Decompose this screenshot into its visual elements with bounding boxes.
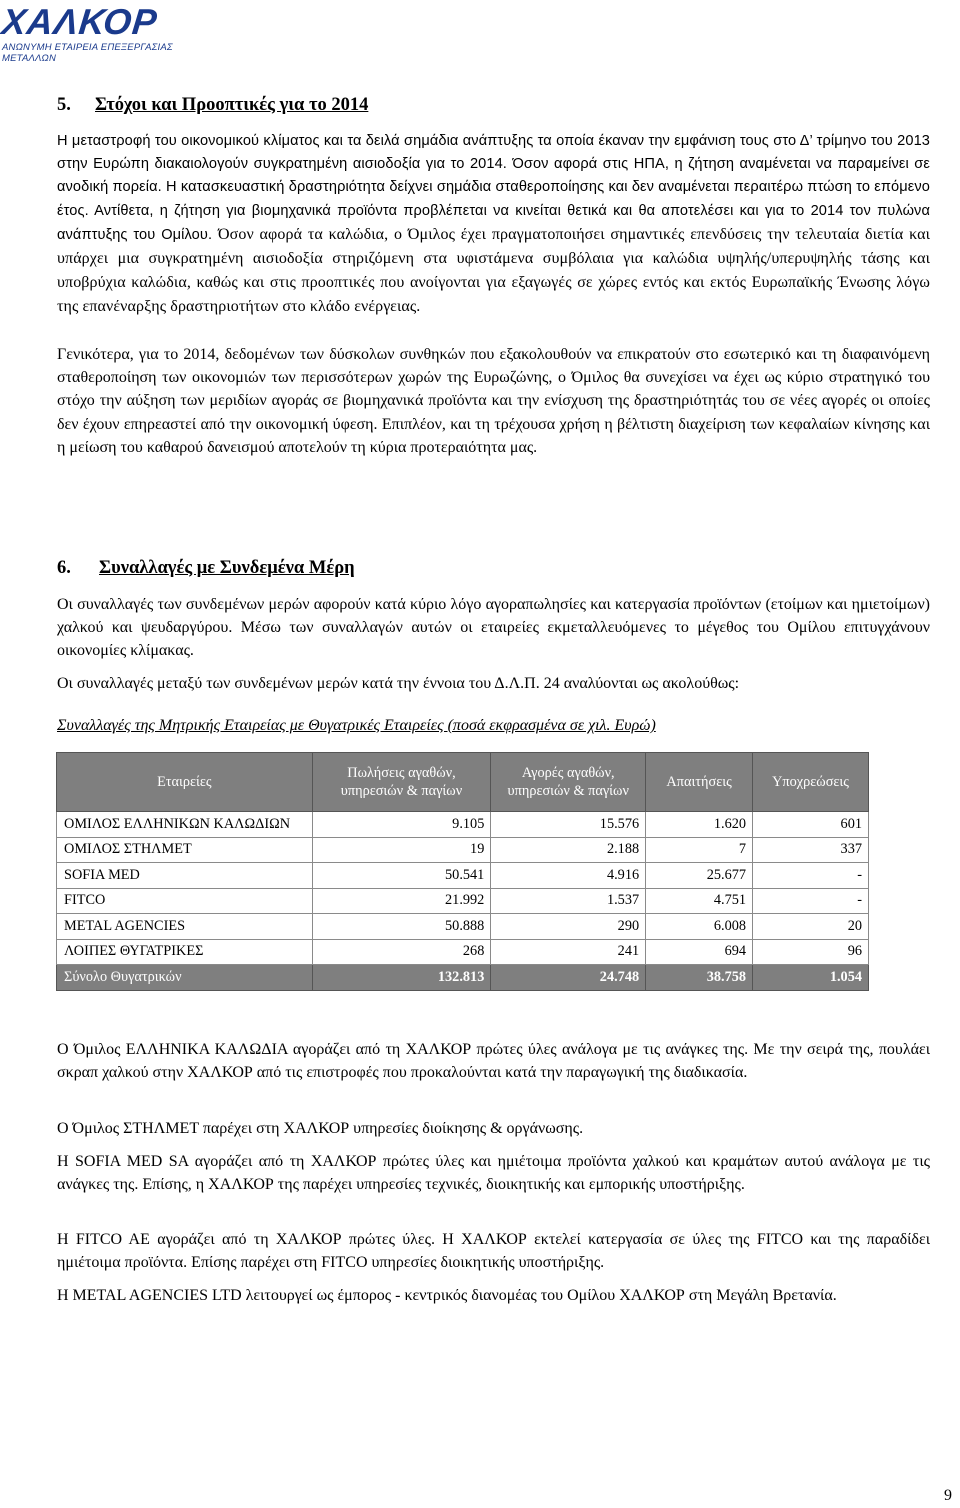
company-logo xyxy=(0,1,182,64)
cell-company: ΟΜΙΛΟΣ ΕΛΛΗΝΙΚΩΝ ΚΑΛΩΔΙΩΝ xyxy=(57,812,313,838)
header-purchases: Αγορές αγαθών, υπηρεσιών & παγίων xyxy=(491,753,646,812)
cell-receivables: 694 xyxy=(646,939,753,965)
cell-purchases: 4.916 xyxy=(491,863,646,889)
note-sofia-med: Η SOFIA MED SA αγοράζει από τη ΧΑΛΚΟΡ πρώτες ύλες και ημιέτοιμα προϊόντα χαλκού και κραμάτων αυτού ανάλογα με τις ανάγκες της. Επίσης, η ΧΑΛΚΟΡ της παρέχει υπηρεσίες τεχνικές, διοικητικής και εμπορικής υποστήριξης. xyxy=(57,1153,930,1194)
cell-receivables: 4.751 xyxy=(646,888,753,914)
cell-payables: 96 xyxy=(753,939,869,965)
table-caption: Συναλλαγές της Μητρικής Εταιρείας με Θυγατρικές Εταιρείες (ποσά εκφρασμένα σε χιλ. Ευρώ) xyxy=(57,717,656,734)
section-5-p1-text: Η μεταστροφή του οικονομικού κλίματος και τα δειλά σημάδια ανάπτυξης τα οποία έκαναν την εμφάνιση τους στο Δ’ τρίμηνο του 2013 στην Ευρώπη διακαιολογούν συγκρατημένη αισιοδοξία για το 2014. Όσον αφορά στις ΗΠΑ, η ζήτηση αναμένεται να παραμείνει σε ανοδική πορεία. Η κατασκευαστική δραστηριότητα δείχνει σημάδια σταθεροποίησης και δεν αναμένεται περαιτέρω πτώση το επόμενο έτος. Αντίθετα, η ζήτηση για βιομηχανικά προϊόντα προβλέπεται να κινείται θετικά και θα αποτελέσει και για το 2014 τον πυλώνα ανάπτυξης του Ομίλου. xyxy=(57,133,930,243)
cell-receivables: 1.620 xyxy=(646,812,753,838)
cell-sales: 9.105 xyxy=(312,812,491,838)
logo-brand: ΧΑΛΚΟΡ xyxy=(0,1,160,42)
cell-receivables: 25.677 xyxy=(646,863,753,889)
section-5-heading xyxy=(57,95,368,116)
total-payables: 1.054 xyxy=(753,965,869,991)
header-sales: Πωλήσεις αγαθών, υπηρεσιών & παγίων xyxy=(312,753,491,812)
section-6-number: 6. xyxy=(57,558,71,578)
header-payables: Υποχρεώσεις xyxy=(753,753,869,812)
cell-company: FITCO xyxy=(57,888,313,914)
table-row xyxy=(57,914,869,940)
section-5-number: 5. xyxy=(57,95,71,115)
section-6-heading xyxy=(57,558,355,579)
cell-purchases: 1.537 xyxy=(491,888,646,914)
cell-payables: 601 xyxy=(753,812,869,838)
header-companies: Εταιρείες xyxy=(57,753,313,812)
cell-sales: 21.992 xyxy=(312,888,491,914)
header-receivables: Απαιτήσεις xyxy=(646,753,753,812)
cell-company: SOFIA MED xyxy=(57,863,313,889)
note-fitco: Η FITCO AE αγοράζει από τη ΧΑΛΚΟΡ πρώτες ύλες. Η ΧΑΛΚΟΡ εκτελεί κατεργασία σε ύλες της FITCO και της παραδίδει ημιέτοιμα προϊόντα. Επίσης παρέχει στη FITCO υπηρεσίες διοικητικής υποστήριξης. xyxy=(57,1231,930,1272)
note-hellenic-cables: Ο Όμιλος ΕΛΛΗΝΙΚΑ ΚΑΛΩΔΙΑ αγοράζει από τη ΧΑΛΚΟΡ πρώτες ύλες ανάλογα με τις ανάγκες της. Με την σειρά της, πουλάει σκραπ χαλκού στην ΧΑΛΚΟΡ από τις επιστροφές που προκαλούνται κατά την παραγωγική της διαδικασία. xyxy=(57,1041,930,1082)
cell-payables: 337 xyxy=(753,837,869,863)
cell-purchases: 2.188 xyxy=(491,837,646,863)
cell-purchases: 241 xyxy=(491,939,646,965)
cell-sales: 268 xyxy=(312,939,491,965)
total-sales: 132.813 xyxy=(312,965,491,991)
total-receivables: 38.758 xyxy=(646,965,753,991)
cell-sales: 50.888 xyxy=(312,914,491,940)
section-6-title: Συναλλαγές με Συνδεμένα Μέρη xyxy=(99,558,355,578)
page-number: 9 xyxy=(944,1487,952,1504)
cell-sales: 50.541 xyxy=(312,863,491,889)
table-row xyxy=(57,863,869,889)
total-purchases: 24.748 xyxy=(491,965,646,991)
section-5-p1b-text: Όσον αφορά τα καλώδια, ο Όμιλος έχει πραγματοποιήσει σημαντικές επενδύσεις την τελευταία διετία και υπάρχει μια συγκρατημένη αισιοδοξία στηριζόμενη στα υφιστάμενα συμβόλαια για καλώδια υψηλής/υπερυψηλής τάσης και υποβρύχια καλώδια, καθώς και στις προοπτικές που ανοίγονται για εξαγωγές σε χώρες εντός και εκτός Ευρωπαϊκής Ένωσης λόγω της επανέναρξης δραστηριοτήτων στο κλάδο ενέργειας. xyxy=(57,225,931,316)
cell-company: ΛΟΙΠΕΣ ΘΥΓΑΤΡΙΚΕΣ xyxy=(57,939,313,965)
section-6-paragraph-1: Οι συναλλαγές των συνδεμένων μερών αφορούν κατά κύριο λόγο αγοραπωλησίες και κατεργασία προϊόντων (ετοίμων και ημιετοίμων) χαλκού και ψευδαργύρου. Μέσω των συναλλαγών αυτών οι εταιρείες εκμεταλλευόμενες το μέγεθος του Ομίλου επιτυγχάνουν οικονομίες κλίμακας. xyxy=(57,596,930,660)
section-5-paragraph-1 xyxy=(57,130,930,320)
cell-purchases: 290 xyxy=(491,914,646,940)
table-total-row xyxy=(57,965,869,991)
cell-payables: - xyxy=(753,888,869,914)
logo-tagline: ΑΝΩΝΥΜΗ ΕΤΑΙΡΕΙΑ ΕΠΕΞΕΡΓΑΣΙΑΣ ΜΕΤΑΛΛΩΝ xyxy=(2,42,173,64)
cell-company: ΟΜΙΛΟΣ ΣΤΗΛΜΕΤ xyxy=(57,837,313,863)
cell-purchases: 15.576 xyxy=(491,812,646,838)
total-label: Σύνολο Θυγατρικών xyxy=(57,965,313,991)
section-6-paragraph-2: Οι συναλλαγές μεταξύ των συνδεμένων μερών κατά την έννοια του Δ.Λ.Π. 24 αναλύονται ως ακολούθως: xyxy=(57,675,740,692)
cell-receivables: 7 xyxy=(646,837,753,863)
cell-sales: 19 xyxy=(312,837,491,863)
table-row xyxy=(57,939,869,965)
table-row xyxy=(57,837,869,863)
cell-receivables: 6.008 xyxy=(646,914,753,940)
table-row xyxy=(57,812,869,838)
cell-company: METAL AGENCIES xyxy=(57,914,313,940)
note-stilmet: Ο Όμιλος ΣΤΗΛΜΕΤ παρέχει στη ΧΑΛΚΟΡ υπηρεσίες διοίκησης & οργάνωσης. xyxy=(57,1120,584,1137)
section-5-paragraph-2: Γενικότερα, για το 2014, δεδομένων των δύσκολων συνθηκών που εξακολουθούν να επικρατούν στο εσωτερικό και τη διαφαινόμενη σταθεροποίηση των οικονομιών των περισσότερων χωρών της Ευρωζώνης, ο Όμιλος θα συνεχίσει να έχει ως κύριο στρατηγικό του στόχο την αύξηση των μεριδίων αγοράς σε βιομηχανικά προϊόντα και την ενίσχυση της δραστηριότητάς του σε νέες αγορές οι οποίες δεν έχουν επηρεαστεί από την οικονομική ύφεση. Επιπλέον, και τη τρέχουσα χρήση η βέλτιστη διαχείριση των κεφαλαίων κίνησης και η μείωση του καθαρού δανεισμού αποτελούν τη κύρια προτεραιότητα μας. xyxy=(57,346,930,456)
note-metal-agencies: Η METAL AGENCIES LTD λειτουργεί ως έμπορος - κεντρικός διανομέας του Ομίλου ΧΑΛΚΟΡ στη Μεγάλη Βρετανία. xyxy=(57,1287,837,1304)
table-row xyxy=(57,888,869,914)
cell-payables: 20 xyxy=(753,914,869,940)
section-5-title: Στόχοι και Προοπτικές για το 2014 xyxy=(95,95,369,115)
related-party-transactions-table xyxy=(56,752,869,991)
table-header-row xyxy=(57,753,869,812)
cell-payables: - xyxy=(753,863,869,889)
